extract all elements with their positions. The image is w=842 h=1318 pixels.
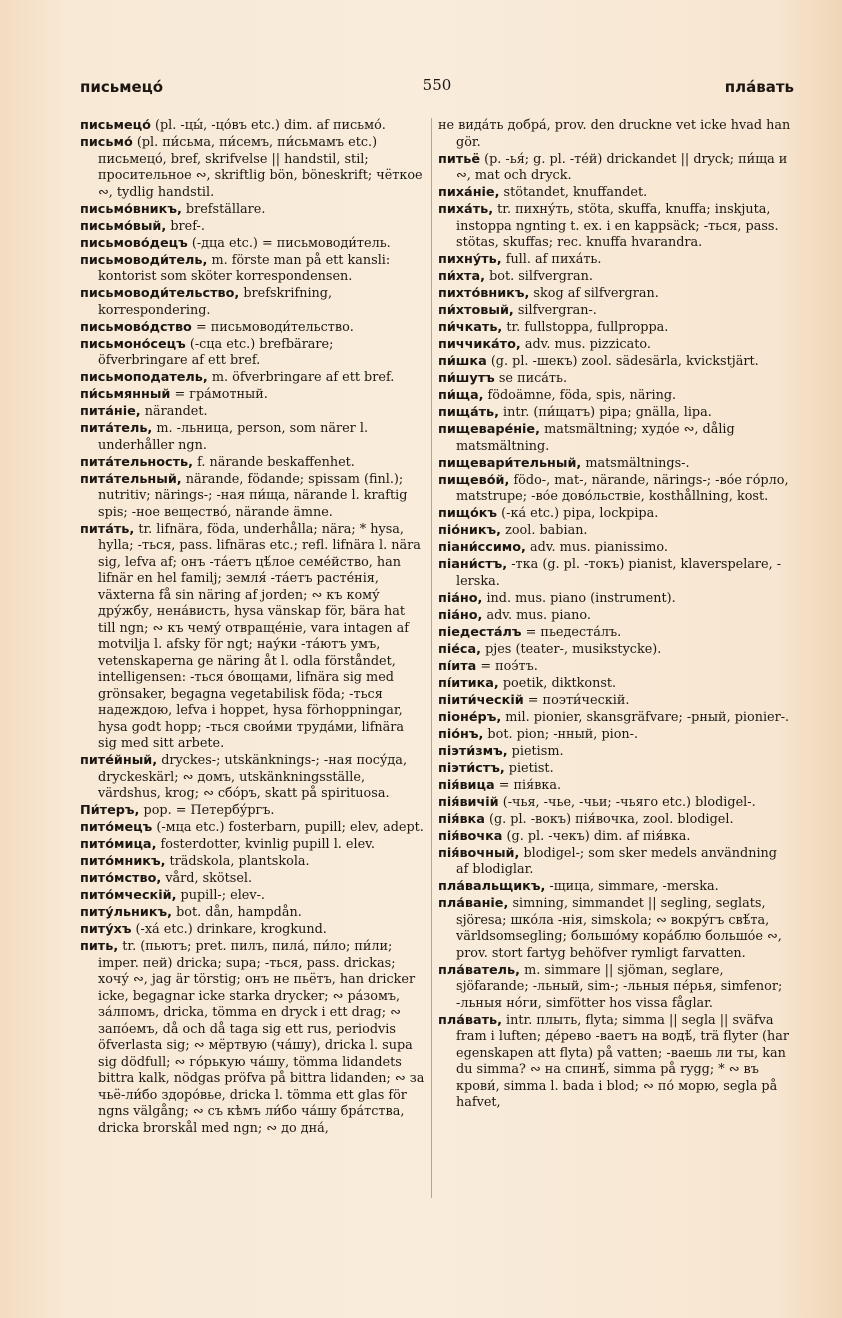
dictionary-entry [80, 939, 426, 1137]
entry-definition: tr. (пьютъ; pret. пилъ, пила́, пи́ло; пи́ли; imper. пей) dricka; supa; -ться, pass. drickas; хочу́ ∾, jag är törstig; онъ не пьётъ, han dricker icke, begagnar icke starka drycker; ∾ ра́зомъ, за́лпомъ, dricka, tömma en dryck i ett drag; ∾ запо́емъ, då och då taga sig ett rus, periodvis öfverlasta sig; ∾ мёртвую (ча́шу), dricka l. supa sig dödfull; ∾ го́рькую ча́шу, tömma lidandets bittra kalk, nödgas pröfva på bittra lidanden; ∾ за чьё-ли́бо здоро́вье, dricka l. tömma ett glas för ngns välgång; ∾ съ кѣмъ ли́бо ча́шу бра́тства, dricka brorskål med ngn; ∾ до дна́, [98, 939, 425, 1136]
dictionary-entry [80, 421, 426, 454]
dictionary-entry [80, 135, 426, 201]
entry-headword: письмово́дство [80, 319, 192, 335]
dictionary-entry [438, 286, 792, 303]
dictionary-entry [438, 557, 792, 590]
entry-definition: m. -льница, person, som närer l. underhåller ngn. [98, 421, 369, 453]
entry-definition: pietist. [508, 760, 554, 776]
entry-definition: m. öfverbringare af ett bref. [211, 370, 395, 385]
entry-headword: піоне́ръ, [438, 709, 502, 725]
entry-definition: vård, skötsel. [165, 871, 253, 886]
entry-definition: (g. pl. -шекъ) zool. sädesärla, kvickstjärt. [490, 354, 759, 369]
entry-headword: пита́ть, [80, 521, 135, 537]
dictionary-entry [438, 676, 792, 693]
entry-headword: пла́ватель, [438, 962, 521, 978]
entry-definition: pop. = Петербу́ргъ. [143, 803, 275, 818]
dictionary-entry [438, 1013, 792, 1112]
header-right-guideword: пла́вать [724, 78, 794, 96]
entry-definition: adv. mus. pizzicato. [524, 337, 651, 352]
entry-definition: trädskola, plantskola. [169, 854, 310, 869]
dictionary-entry [438, 710, 792, 727]
dictionary-entry [80, 803, 426, 820]
dictionary-entry [80, 404, 426, 421]
entry-headword: піа́но, [438, 607, 483, 623]
entry-definition: (-чья, -чье, -чьи; -чьяго etc.) blodigel-. [502, 794, 756, 810]
entry-definition: (g. pl. -вокъ) пія́вочка, zool. blodigel. [488, 811, 734, 827]
entry-headword: пи́шутъ [438, 371, 495, 386]
entry-headword: пихто́вникъ, [438, 286, 530, 301]
entry-headword: пі́итика, [438, 675, 499, 691]
dictionary-entry [80, 337, 426, 370]
entry-headword: пито́мица, [80, 837, 157, 852]
entry-headword: пита́тельность, [80, 454, 194, 470]
entry-headword: піэти́стъ, [438, 760, 505, 776]
entry-headword: піе́са, [438, 641, 481, 657]
entry-headword: письмоно́сецъ [80, 336, 186, 352]
entry-definition: full. af пиха́ть. [505, 252, 602, 267]
entry-headword: пи́хта, [438, 269, 485, 284]
entry-headword: пито́мецъ [80, 820, 153, 835]
entry-headword: письмоводи́тель, [80, 252, 208, 268]
entry-headword: пія́вичій [438, 794, 499, 810]
dictionary-entry [80, 118, 426, 135]
entry-headword: пищо́къ [438, 506, 498, 521]
entry-headword: пито́мство, [80, 871, 162, 886]
dictionary-entry [438, 608, 792, 625]
entry-definition: stötandet, knuffandet. [503, 185, 648, 200]
entry-definition: pupill-; elev-. [180, 888, 265, 903]
column-divider [431, 118, 432, 1198]
entry-headword: пите́йный, [80, 753, 158, 768]
entry-definition: poetik, diktkonst. [502, 675, 617, 691]
dictionary-entry [438, 778, 792, 795]
entry-definition: (р. -ья́; g. pl. -те́й) drickandet || dryck; пи́ща и ∾, mat och dryck. [456, 151, 788, 183]
entry-definition: pietism. [511, 743, 564, 759]
entry-definition: (-сца etc.) brefbärare; öfverbringare af ett bref. [98, 336, 334, 368]
entry-headword: пищеваре́ніе, [438, 422, 540, 437]
dictionary-entry [438, 642, 792, 659]
entry-headword: пита́тельный, [80, 471, 182, 487]
entry-definition: mil. pionier, skansgräfvare; -рный, pionier-. [505, 709, 790, 725]
entry-definition: födoämne, föda, spis, näring. [487, 388, 677, 403]
entry-definition: (-мца etc.) fosterbarn, pupill; elev, adept. [156, 820, 424, 835]
entry-headword: письмоподатель, [80, 370, 208, 385]
entry-definition: silfvergran-. [517, 303, 597, 318]
entry-definition: bot. dån, hampdån. [176, 905, 302, 920]
entry-headword: пія́вица [438, 777, 495, 793]
dictionary-entry [438, 829, 792, 846]
entry-definition: = гра́мотный. [174, 387, 268, 402]
entry-headword: питу́льникъ, [80, 905, 173, 920]
header-left-guideword: письмецо́ [80, 78, 164, 96]
entry-definition: matsmältning; худо́е ∾, dålig matsmältning. [456, 422, 735, 454]
entry-definition: (g. pl. -чекъ) dim. af пія́вка. [506, 828, 691, 844]
entry-definition: = поэ́тъ. [480, 658, 538, 674]
entry-headword: пія́вка [438, 811, 485, 827]
entry-definition: dryckes-; utskänknings-; -ная посу́да, dryckeskärl; ∾ домъ, utskänkningsställe, värdshus, krog; ∾ сбо́ръ, skatt på spirituosa. [98, 753, 408, 801]
entry-definition: (pl. пи́сьма, пи́семъ, пи́сьмамъ etc.) письмецо́, bref, skrifvelse || handstil, stil; просительное ∾, skriftlig bön, böneskrift; чёткое ∾, tydlig handstil. [98, 135, 423, 200]
dictionary-entry [438, 152, 792, 185]
entry-headword: письмово́децъ [80, 235, 188, 251]
page-header [80, 78, 794, 98]
dictionary-entry [80, 837, 426, 854]
dictionary-entry [438, 252, 792, 269]
dictionary-entry [438, 879, 792, 896]
entry-headword: пищево́й, [438, 472, 510, 488]
dictionary-entry [80, 286, 426, 319]
entry-headword: піа́но, [438, 590, 483, 606]
entry-headword: пища́ть, [438, 405, 499, 420]
entry-headword: пиччика́то, [438, 337, 521, 352]
entry-definition: tr. пихну́ть, stöta, skuffa, knuffa; inskjuta, instoppa ngnting t. ex. i en kappsäck; -ться, pass. stötas, skuffas; rec. knuffa hvarandra. [456, 202, 779, 250]
entry-headword: письмоводи́тельство, [80, 286, 240, 301]
dictionary-entry [80, 753, 426, 803]
dictionary-entry [80, 219, 426, 236]
dictionary-entry [80, 522, 426, 753]
entry-headword: Пи́теръ, [80, 803, 140, 818]
dictionary-entry [438, 405, 792, 422]
entry-headword: питьё [438, 151, 480, 167]
entry-definition: = пія́вка. [498, 777, 562, 793]
dictionary-entry [438, 812, 792, 829]
dictionary-entry [438, 202, 792, 252]
dictionary-entry [80, 905, 426, 922]
dictionary-entry [438, 337, 792, 354]
entry-definition: födo-, mat-, närande, närings-; -во́е го́рло, matstrupe; -во́е дово́льствіе, kosthållning, kost. [456, 472, 789, 504]
entry-definition: bref-. [170, 218, 205, 234]
entry-headword: пихну́ть, [438, 252, 502, 267]
dictionary-entry [438, 540, 792, 557]
entry-headword: пiо́никъ, [438, 523, 501, 538]
entry-headword: пита́ніе, [80, 404, 141, 419]
dictionary-entry [80, 871, 426, 888]
dictionary-entry [438, 269, 792, 286]
entry-headword: пито́мникъ, [80, 854, 166, 869]
dictionary-entry [80, 922, 426, 939]
entry-headword: пи́чкать, [438, 320, 503, 335]
entry-headword: піити́ческій [438, 692, 524, 708]
dictionary-entry [438, 846, 792, 879]
entry-definition: pjes (teater-, musikstycke). [485, 641, 662, 657]
dictionary-entry [438, 118, 792, 151]
entry-headword: письмо́вникъ, [80, 201, 182, 217]
entry-definition: se писа́ть. [498, 371, 568, 386]
entry-headword: письмо́ [80, 135, 133, 150]
dictionary-entry [80, 854, 426, 871]
entry-definition: fosterdotter, kvinlig pupill l. elev. [160, 837, 375, 852]
entry-headword: піэти́змъ, [438, 743, 508, 759]
dictionary-entry [438, 523, 792, 540]
dictionary-entry [438, 456, 792, 473]
dictionary-entry [80, 202, 426, 219]
dictionary-entry [438, 693, 792, 710]
dictionary-entry [438, 506, 792, 523]
entry-headword: пла́ваніе, [438, 896, 509, 911]
dictionary-entry [438, 303, 792, 320]
entry-definition: intr. плыть, flyta; simma || segla || sväfva fram i luften; де́рево -ваетъ на водѣ́, trä flyter (har egenskapen att flyta) på vatten; -ваешь ли ты, kan du simma? ∾ на спинѣ́, simma på rygg; * ∾ въ крови́, simma l. bada i blod; ∾ по́ морю, segla på hafvet, [456, 1012, 789, 1110]
entry-definition: tr. lifnära, föda, underhålla; nära; * hysa, hylla; -ться, pass. lifnäras etc.; refl. lifnära l. nära sig, lefva af; онъ -та́етъ цѣ́лое семе́йство, han lifnär en hel familj; земля́ -та́етъ расте́нія, växterna få sin näring af jorden; ∾ къ кому́ дру́жбу, нена́висть, hysa vänskap för, bära hat till ngn; ∾ къ чему́ отвраще́ніе, vara intagen af motvilja l. afsky för ngt; нау́ки -та́ютъ умъ, vetenskaperna ge näring åt l. odla förståndet, intelligensen: -ться о́вощами, lifnära sig med grönsaker, begagna vegetabilisk föda; -ться надеждою, lefva i hoppet, hysa förhoppningar, hysa godt hopp; -ться свои́ми трудáми, lifnära sig med sitt arbete. [98, 521, 421, 751]
entry-definition: = поэти́ческій. [527, 692, 630, 708]
entry-definition: brefskrifning, korrespondering. [98, 286, 333, 318]
entry-headword: пищевари́тельный, [438, 455, 582, 471]
entry-definition: skog af silfvergran. [533, 286, 659, 301]
dictionary-entry [438, 422, 792, 455]
entry-definition: närande, födande; spissam (finl.); nutritiv; närings-; -ная пи́ща, närande l. kraftig spis; -ное веществό, närande ämne. [98, 471, 408, 520]
left-column [80, 118, 426, 1138]
dictionary-entry [80, 253, 426, 286]
dictionary-entry [438, 591, 792, 608]
entry-headword: пи́шка [438, 354, 487, 369]
dictionary-entry [80, 387, 426, 404]
entry-definition: bot. silfvergran. [489, 269, 593, 284]
entry-definition: -щица, simmare, -merska. [549, 879, 719, 894]
entry-headword: пито́мческій, [80, 888, 177, 903]
entry-definition: (-дца etc.) = письмоводи́тель. [191, 235, 391, 251]
entry-headword: піедеста́лъ [438, 624, 522, 640]
dictionary-entry [438, 963, 792, 1013]
entry-headword: пиха́ть, [438, 202, 494, 217]
right-column [438, 118, 792, 1112]
entry-headword: пи́ща, [438, 388, 484, 403]
entry-definition: blodigel-; som sker medels användning af blodiglar. [456, 845, 777, 877]
dictionary-entry [438, 625, 792, 642]
entry-definition: m. simmare || sjöman, seglare, sjöfarande; -льный, sim-; -льныя пе́рья, simfenor; -льныя но́ги, simfötter hos vissa fåglar. [456, 962, 783, 1011]
dictionary-entry [438, 185, 792, 202]
dictionary-entry [80, 888, 426, 905]
entry-headword: пить, [80, 939, 119, 954]
dictionary-entry [438, 761, 792, 778]
entry-definition: не вида́ть добра́, prov. den druckne vet icke hvad han gör. [438, 118, 791, 150]
dictionary-entry [438, 795, 792, 812]
entry-definition: -тка (g. pl. -токъ) pianist, klaverspelare, -lerska. [456, 557, 782, 589]
dictionary-entry [80, 820, 426, 837]
dictionary-entry [438, 320, 792, 337]
entry-definition: intr. (пи́щатъ) pipa; gnälla, lipa. [503, 405, 712, 420]
entry-headword: пи́сьмянный [80, 387, 171, 402]
entry-headword: пита́тель, [80, 421, 153, 436]
entry-definition: adv. mus. piano. [486, 607, 591, 623]
entry-headword: пла́вать, [438, 1012, 502, 1028]
entry-headword: письмо́вый, [80, 218, 167, 234]
entry-definition: ind. mus. piano (instrument). [486, 590, 676, 606]
dictionary-entry [438, 896, 792, 962]
entry-definition: brefställare. [185, 201, 266, 217]
dictionary-entry [80, 472, 426, 522]
entry-headword: пла́вальщикъ, [438, 879, 546, 894]
entry-definition: bot. pion; -нный, pion-. [487, 726, 639, 742]
entry-definition: zool. babian. [505, 523, 588, 538]
entry-definition: matsmältnings-. [585, 455, 690, 471]
dictionary-entry [80, 320, 426, 337]
entry-definition: f. närande beskaffenhet. [197, 454, 355, 470]
entry-headword: письмецо́ [80, 118, 151, 133]
dictionary-entry [438, 371, 792, 388]
entry-definition: (pl. -цы́, -цо́въ etc.) dim. af письмо́. [154, 118, 386, 133]
entry-headword: пиха́ніе, [438, 185, 500, 200]
entry-definition: = письмоводи́тельство. [195, 319, 354, 335]
entry-headword: пі́ита [438, 658, 477, 674]
dictionary-entry [438, 388, 792, 405]
entry-definition: (-ка́ etc.) pipa, lockpipa. [501, 506, 659, 521]
entry-headword: піо́нъ, [438, 726, 484, 742]
entry-definition: tr. fullstoppa, fullproppa. [506, 320, 669, 335]
dictionary-entry [438, 744, 792, 761]
entry-definition: (-ха́ etc.) drinkare, krogkund. [135, 922, 327, 937]
entry-headword: пи́хтовый, [438, 303, 514, 318]
dictionary-entry [438, 727, 792, 744]
dictionary-entry [80, 370, 426, 387]
entry-headword: питу́хъ [80, 922, 132, 937]
dictionary-entry [438, 659, 792, 676]
entry-definition: m. förste man på ett kansli: kontorist som sköter korrespondensen. [98, 252, 391, 284]
page-number: 550 [422, 76, 452, 94]
entry-definition: = пьедеста́лъ. [525, 624, 622, 640]
entry-definition: adv. mus. pianissimo. [530, 540, 668, 555]
entry-definition: simning, simmandet || segling, seglats, sjöresa; шко́ла -нія, simskola; ∾ вокру́гъ свѣ́та, världsomsegling; большо́му кора́блю большо́е ∾, prov. stort fartyg behöfver rymligt farvatten. [456, 896, 782, 961]
entry-headword: піани́стъ, [438, 557, 508, 572]
dictionary-entry [80, 236, 426, 253]
entry-headword: пія́вочка [438, 828, 503, 844]
entry-headword: пія́вочный, [438, 845, 520, 861]
dictionary-entry [438, 354, 792, 371]
entry-headword: піани́ссимо, [438, 540, 526, 555]
dictionary-entry [80, 455, 426, 472]
dictionary-entry [438, 473, 792, 506]
entry-definition: närandet. [144, 404, 208, 419]
